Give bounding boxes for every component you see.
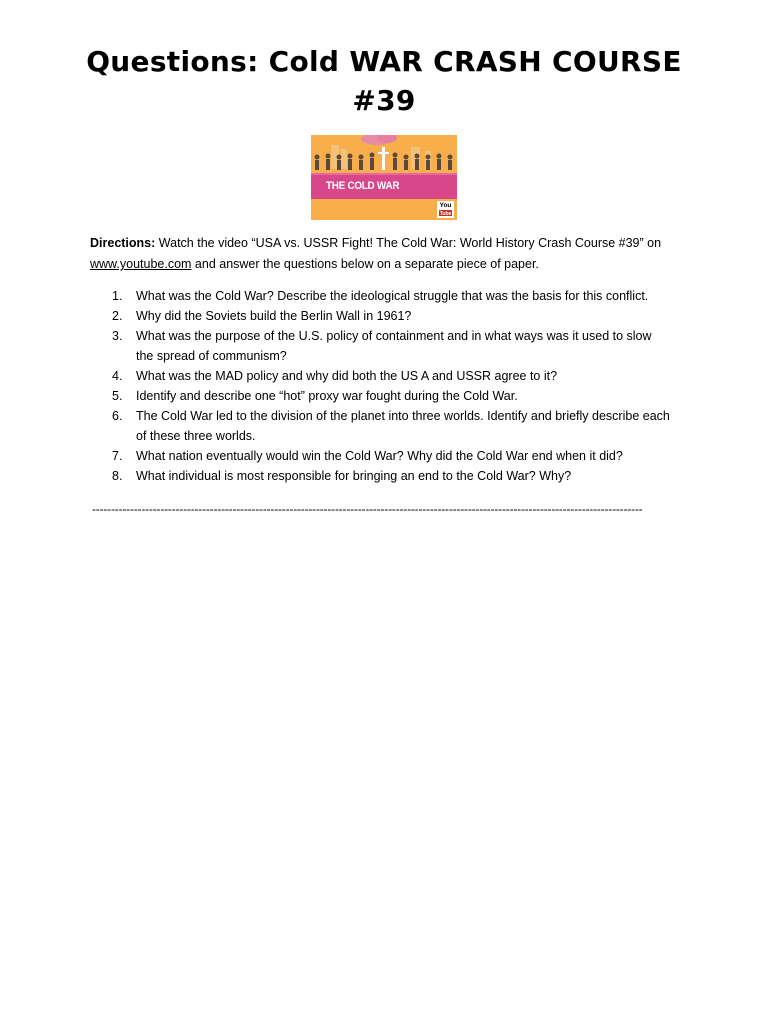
page-title: Questions: Cold WAR CRASH COURSE #39 <box>86 45 682 117</box>
question-text: Why did the Soviets build the Berlin Wall in 1961? <box>136 309 412 323</box>
question-text: The Cold War led to the division of the planet into three worlds. Identify and briefly describe each of these three worlds. <box>136 409 670 443</box>
list-item <box>90 406 670 446</box>
list-item <box>90 366 670 386</box>
youtube-link[interactable]: www.youtube.com <box>90 257 192 271</box>
thumbnail-caption: THE COLD WAR <box>326 180 400 192</box>
question-number: 8. <box>112 469 123 483</box>
question-text: What was the Cold War? Describe the ideological struggle that was the basis for this conflict. <box>136 289 649 303</box>
youtube-logo-icon: You Tube <box>439 202 452 217</box>
question-text: What was the purpose of the U.S. policy of containment and in what ways was it used to slow the spread of communism? <box>136 329 652 363</box>
list-item <box>90 286 670 306</box>
question-number: 2. <box>112 309 123 323</box>
question-text: Identify and describe one “hot” proxy war fought during the Cold War. <box>136 389 518 403</box>
question-text: What was the MAD policy and why did both the US A and USSR agree to it? <box>136 369 558 383</box>
directions-text: Watch the video “USA vs. USSR Fight! The Cold War: World History Crash Course #39” on <box>158 236 662 250</box>
list-item <box>90 446 670 466</box>
directions-label: Directions: <box>90 236 156 250</box>
question-text: What nation eventually would win the Cold War? Why did the Cold War end when it did? <box>136 449 623 463</box>
list-item <box>90 326 670 366</box>
list-item <box>90 306 670 326</box>
question-number: 7. <box>112 449 123 463</box>
question-number: 4. <box>112 369 123 383</box>
question-text: What individual is most responsible for bringing an end to the Cold War? Why? <box>136 469 572 483</box>
question-number: 1. <box>112 289 123 303</box>
list-item <box>90 386 670 406</box>
video-thumbnail <box>311 135 457 220</box>
directions-text-end: and answer the questions below on a separate piece of paper. <box>194 257 539 271</box>
question-number: 3. <box>112 329 123 343</box>
divider-line: ------------------------------------------------------------------------------------------------------------------------------------------------- <box>92 502 643 516</box>
question-number: 6. <box>112 409 123 423</box>
question-number: 5. <box>112 389 123 403</box>
question-list <box>90 286 670 486</box>
directions-paragraph <box>90 233 680 275</box>
list-item <box>90 466 670 486</box>
